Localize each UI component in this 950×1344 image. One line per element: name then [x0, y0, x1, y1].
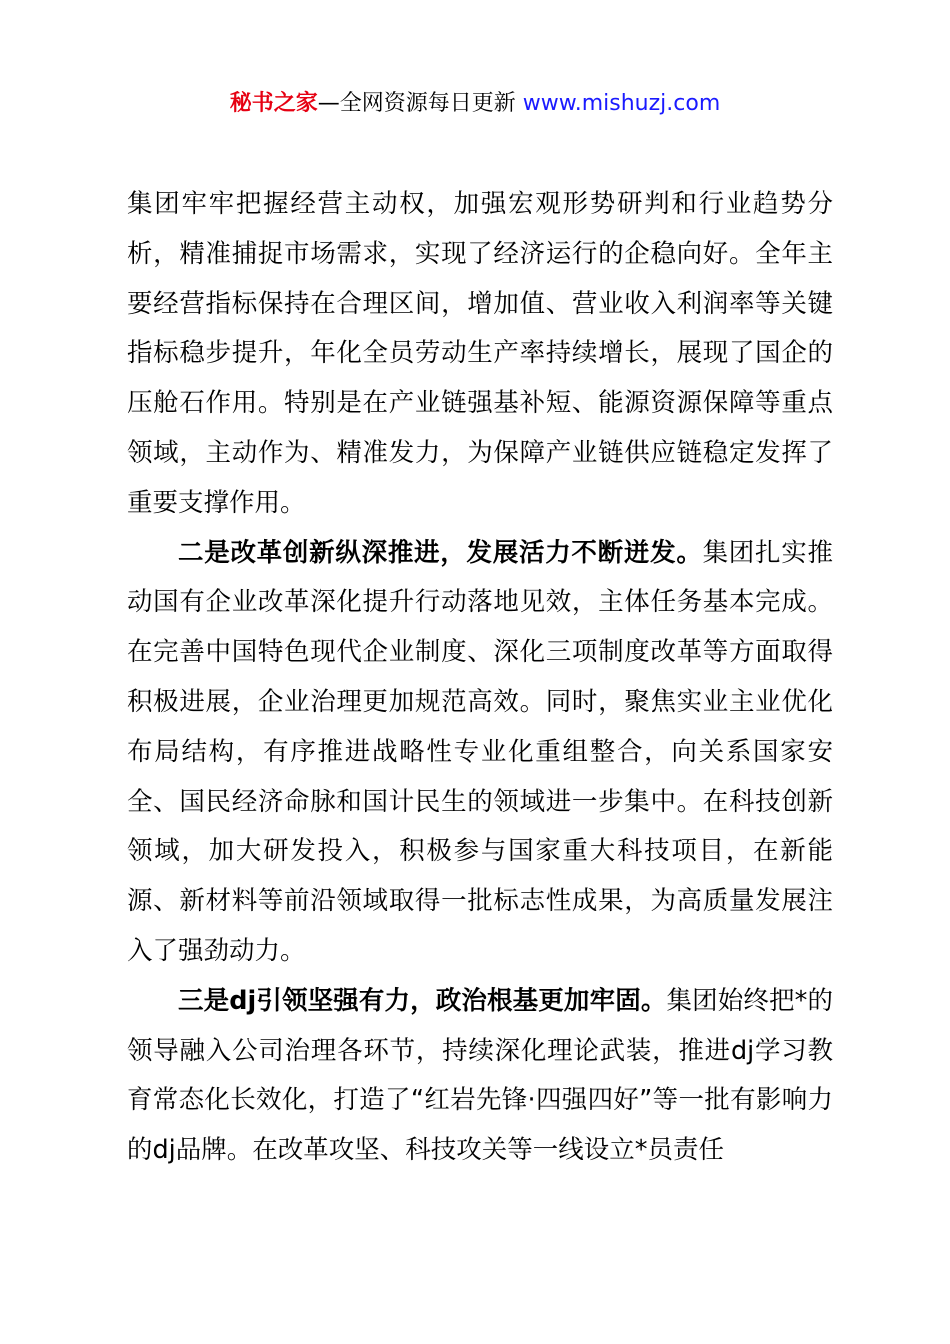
paragraph-3-text: 集团始终把*的领导融入公司治理各环节，持续深化理论武装，推进dj学习教育常态化长效化，打造了“红岩先锋·四强四好”等一批有影响力的dj品牌。在改革攻坚、科技攻关等一线设立*员责任 [127, 985, 833, 1166]
paragraph-1 [127, 180, 833, 529]
paragraph-2-text: 集团扎实推动国有企业改革深化提升行动落地见效，主体任务基本完成。在完善中国特色现代企业制度、深化三项制度改革等方面取得积极进展，企业治理更加规范高效。同时，聚焦实业主业优化布局结构，有序推进战略性专业化重组整合，向关系国家安全、国民经济命脉和国计民生的领域进一步集中。在科技创新领域，加大研发投入，积极参与国家重大科技项目，在新能源、新材料等前沿领域取得一批标志性成果，为高质量发展注入了强劲动力。 [127, 537, 833, 966]
paragraph-3-lead: 三是dj引领坚强有力，政治根基更加牢固。 [178, 985, 667, 1016]
paragraph-3 [127, 977, 833, 1176]
header-brand: 秘书之家 [229, 91, 318, 116]
header-slogan: —全网资源每日更新 [317, 91, 523, 116]
header-url-link[interactable]: www.mishuzj.com [522, 91, 721, 116]
document-body [127, 180, 833, 1176]
page-header [0, 86, 950, 122]
paragraph-2-lead: 二是改革创新纵深推进，发展活力不断迸发。 [178, 537, 703, 568]
paragraph-1-text: 集团牢牢把握经营主动权，加强宏观形势研判和行业趋势分析，精准捕捉市场需求，实现了经济运行的企稳向好。全年主要经营指标保持在合理区间，增加值、营业收入利润率等关键指标稳步提升，年化全员劳动生产率持续增长，展现了国企的压舱石作用。特别是在产业链强基补短、能源资源保障等重点领域，主动作为、精准发力，为保障产业链供应链稳定发挥了重要支撑作用。 [127, 189, 833, 518]
paragraph-2 [127, 529, 833, 977]
